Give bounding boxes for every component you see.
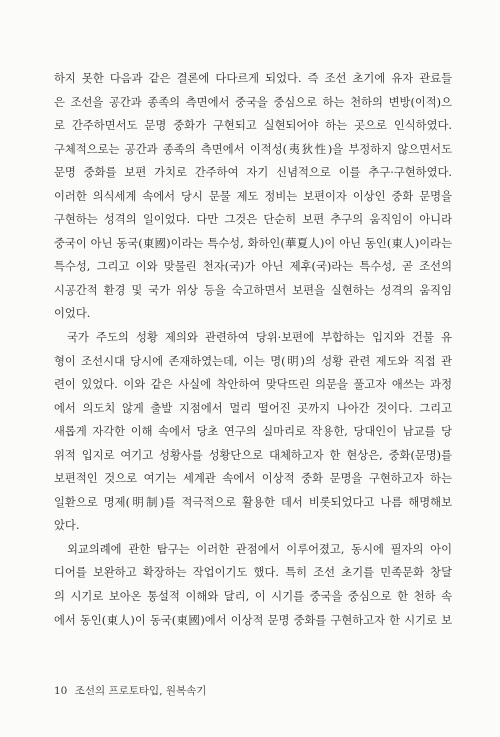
text-line: 새롭게 자각한 이해 속에서 당초 연구의 실마리로 작용한, 당대인이 남교를 당 [54,425,452,439]
text-line: 외교의례에 관한 탐구는 이러한 관점에서 이루어졌고, 동시에 필자의 아이 [67,542,452,556]
text-line: 하지 못한 다음과 같은 결론에 다다르게 되었다. 즉 조선 초기에 유자 관료들 [54,72,452,85]
text-line: 로 간주하면서도 문명 중화가 구현되고 실현되어야 하는 곳으로 인식하였다. [54,119,452,133]
text-line: 은 조선을 공간과 종족의 측면에서 중국을 중심으로 하는 천하의 변방(이적)으 [54,95,452,109]
text-line: 디어를 보완하고 확장하는 작업이기도 했다. 특히 조선 초기를 민족문화 창달 [54,566,452,580]
text-line: 보편적인 것으로 여기는 세계관 속에서 이상적 중화 문명을 구현하고자 하는 [54,472,452,486]
text-line: 중국이 아닌 동국(東國)이라는 특수성, 화하인(華夏人)이 아닌 동인(東人)이라는 [54,236,452,250]
text-line: 이었다. [54,307,91,321]
page-number: 10 [54,685,68,697]
text-line: 위적 입지로 여기고 성황사를 성황단으로 대체하고자 한 현상은, 중화(문명)를 [54,448,452,462]
text-line: 국가 주도의 성황 제의와 관련하여 당위·보편에 부합하는 입지와 건물 유 [67,331,452,345]
text-line: 의 시기로 보아온 통설적 이해와 달리, 이 시기를 중국을 중심으로 한 천하 속 [54,590,452,604]
text-line: 에서 의도치 않게 출발 지점에서 멀리 떨어진 곳까지 나아간 것이다. 그리고 [54,401,452,415]
text-line: 련이 있었다. 이와 같은 사실에 착안하여 맞닥뜨린 의문을 풀고자 애쓰는 과정 [54,378,452,392]
running-title: 조선의 프로토타입, 원복속기 [74,685,207,697]
text-line: 시공간적 환경 및 국가 위상 등을 숙고하면서 보편을 실현하는 성격의 움직임 [54,283,452,297]
text-line: 구체적으로는 공간과 종족의 측면에서 이적성(夷狄性)을 부정하지 않으면서도 [54,142,452,156]
text-line: 특수성, 그리고 이와 맞물린 천자(국)가 아닌 제후(국)라는 특수성, 곧 조선의 [54,260,452,274]
text-line: 이러한 의식세계 속에서 당시 문물 제도 정비는 보편이자 이상인 중화 문명을 [54,189,452,203]
text-line: 았다. [54,519,80,533]
text-line: 에서 동인(東人)이 동국(東國)에서 이상적 문명 중화를 구현하고자 한 시기로 보 [54,613,452,627]
text-line: 일환으로 명제(明制)를 적극적으로 활용한 데서 비롯되었다고 나름 해명해보 [54,495,452,509]
text-line: 구현하는 성격의 일이었다. 다만 그것은 단순히 보편 추구의 움직임이 아니라 [54,213,452,227]
page-footer [54,683,206,698]
text-line: 형이 조선시대 당시에 존재하였는데, 이는 명(明)의 성황 관련 제도와 직접 관 [54,354,452,368]
text-line: 문명 중화를 보편 가치로 간주하여 자기 신념적으로 이를 추구·구현하였다. [54,166,452,180]
body-text [54,67,452,632]
